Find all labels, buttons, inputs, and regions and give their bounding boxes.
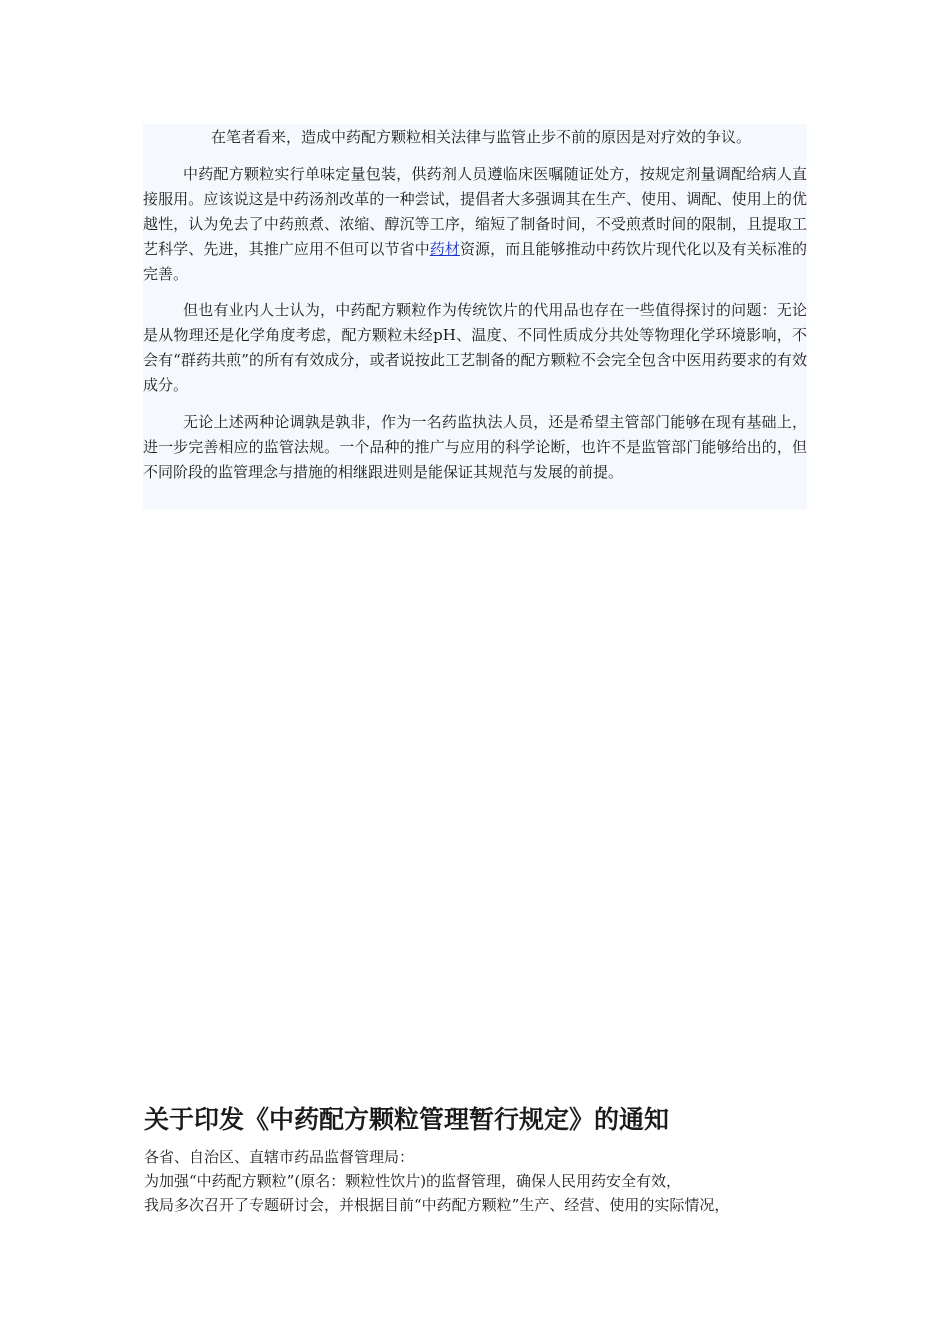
article-paragraph-4: 无论上述两种论调孰是孰非，作为一名药监执法人员，还是希望主管部门能够在现有基础上，进一步完善相应的监管法规。一个品种的推广与应用的科学论断，也许不是监管部门能够给出的，但不同阶段的监管理念与措施的相继跟进则是能保证其规范与发展的前提。	[143, 413, 807, 481]
article-block	[143, 124, 807, 509]
paragraph-2-text-before-link: 中药配方颗粒实行单味定量包装，供药剂人员遵临床医嘱随证处方，按规定剂量调配给病人直接服用。应该说这是中药汤剂改革的一种尝试，提倡者大多强调其在生产、使用、调配、使用上的优越性，认为免去了中药煎煮、浓缩、醇沉等工序，缩短了制备时间，不受煎煮时间的限制，且提取工艺科学、先进，其推广应用不但可以节省中	[143, 165, 807, 258]
article-paragraph-3: 但也有业内人士认为，中药配方颗粒作为传统饮片的代用品也存在一些值得探讨的问题：无论是从物理还是化学角度考虑，配方颗粒未经pH、温度、不同性质成分共处等物理化学环境影响，不会有“群药共煎”的所有有效成分，或者说按此工艺制备的配方颗粒不会完全包含中医用药要求的有效成分。	[143, 301, 807, 394]
notice-line-3: 我局多次召开了专题研讨会，并根据目前“中药配方颗粒”生产、经营、使用的实际情况，	[144, 1196, 730, 1214]
notice-line-2: 为加强“中药配方颗粒”(原名：颗粒性饮片)的监督管理，确保人民用药安全有效，	[144, 1172, 682, 1190]
article-paragraph-1: 在笔者看来，造成中药配方颗粒相关法律与监管止步不前的原因是对疗效的争议。	[211, 128, 752, 146]
notice-title: 关于印发《中药配方颗粒管理暂行规定》的通知	[144, 1105, 670, 1134]
notice-salutation: 各省、自治区、直辖市药品监督管理局：	[144, 1148, 415, 1166]
article-paragraph-2	[143, 162, 807, 287]
herbal-materials-link[interactable]: 药材	[429, 240, 460, 258]
paragraph-2-text-after-link: 资源，而且能够推动中药饮片现代化以及有关标准的完善。	[143, 240, 807, 283]
